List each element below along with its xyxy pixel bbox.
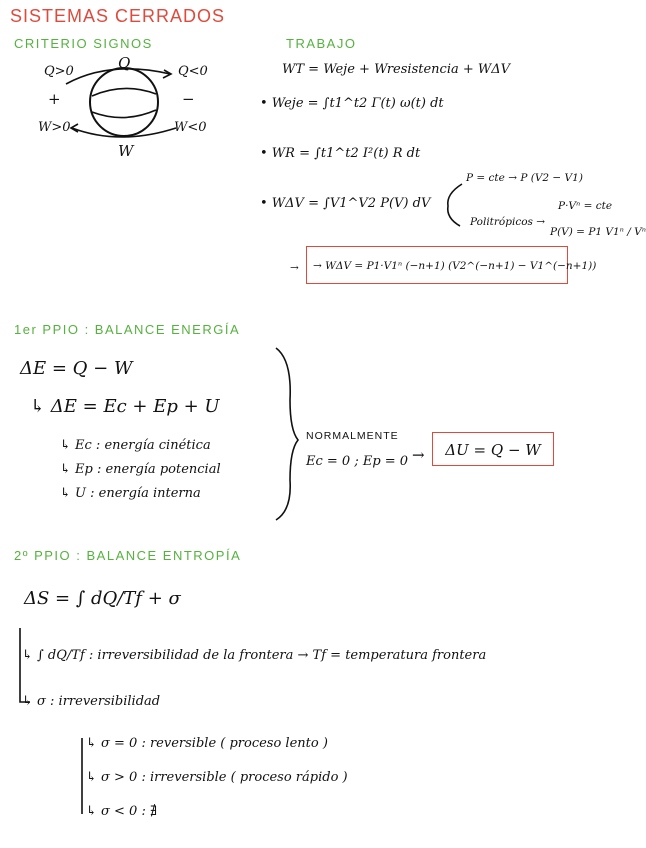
q-positive: Q>0 [44,64,74,79]
segundo-term1: ↳ ∫ dQ/Tf : irreversibilidad de la frontera → Tf = temperatura frontera [22,648,487,663]
primer-eq2: ↳ ΔE = Ec + Ep + U [30,396,220,417]
wdv-boxed-result: → WΔV = P1·V1ⁿ (−n+1) (V2^(−n+1) − V1^(−n+1)) [306,246,568,284]
plus-sign: + [48,90,61,108]
politropicos-case: Politrópicos → [470,216,546,228]
normalmente: NORMALMENTE [306,430,399,442]
trabajo-heading: TRABAJO [286,36,357,51]
w-positive: W>0 [38,120,71,135]
page-title: SISTEMAS CERRADOS [10,6,226,26]
primer-boxed-result: ΔU = Q − W [432,432,554,466]
q-negative: Q<0 [178,64,208,79]
segundo-case-reversible: ↳ σ = 0 : reversible ( proceso lento ) [86,736,328,751]
q-label: Q [118,54,131,72]
segundo-case-impossible: ↳ σ < 0 : ∄ [86,804,158,819]
trabajo-total: WT = Weje + Wresistencia + WΔV [282,62,511,77]
w-label: W [118,142,134,160]
segundo-heading: 2º PPIO : BALANCE ENTROPÍA [14,548,242,563]
segundo-case-irreversible: ↳ σ > 0 : irreversible ( proceso rápido ) [86,770,348,785]
pvn-cte: P·Vⁿ = cte [558,200,613,212]
p-cte-case: P = cte → P (V2 − V1) [466,172,583,184]
wdv-arrow: → [290,262,299,274]
primer-u: ↳ U : energía interna [60,486,201,501]
primer-eq1: ΔE = Q − W [20,358,133,379]
primer-heading: 1er PPIO : BALANCE ENERGÍA [14,322,241,337]
segundo-term2: ↳ σ : irreversibilidad [22,694,161,709]
primer-ec: ↳ Ec : energía cinética [60,438,211,453]
trabajo-eje: • Weje = ∫t1^t2 Γ(t) ω(t) dt [260,96,444,111]
segundo-eq: ΔS = ∫ dQ/Tf + σ [24,588,181,609]
trabajo-resistencia: • WR = ∫t1^t2 I²(t) R dt [260,146,421,161]
primer-cond: Ec = 0 ; Ep = 0 [306,454,409,469]
minus-sign: − [182,90,195,108]
criterio-heading: CRITERIO SIGNOS [14,36,153,51]
primer-ep: ↳ Ep : energía potencial [60,462,221,477]
primer-arrow: → [412,446,425,464]
trabajo-dv: • WΔV = ∫V1^V2 P(V) dV [260,196,431,211]
p-of-v: P(V) = P1 V1ⁿ / Vⁿ [550,226,646,238]
w-negative: W<0 [174,120,207,135]
